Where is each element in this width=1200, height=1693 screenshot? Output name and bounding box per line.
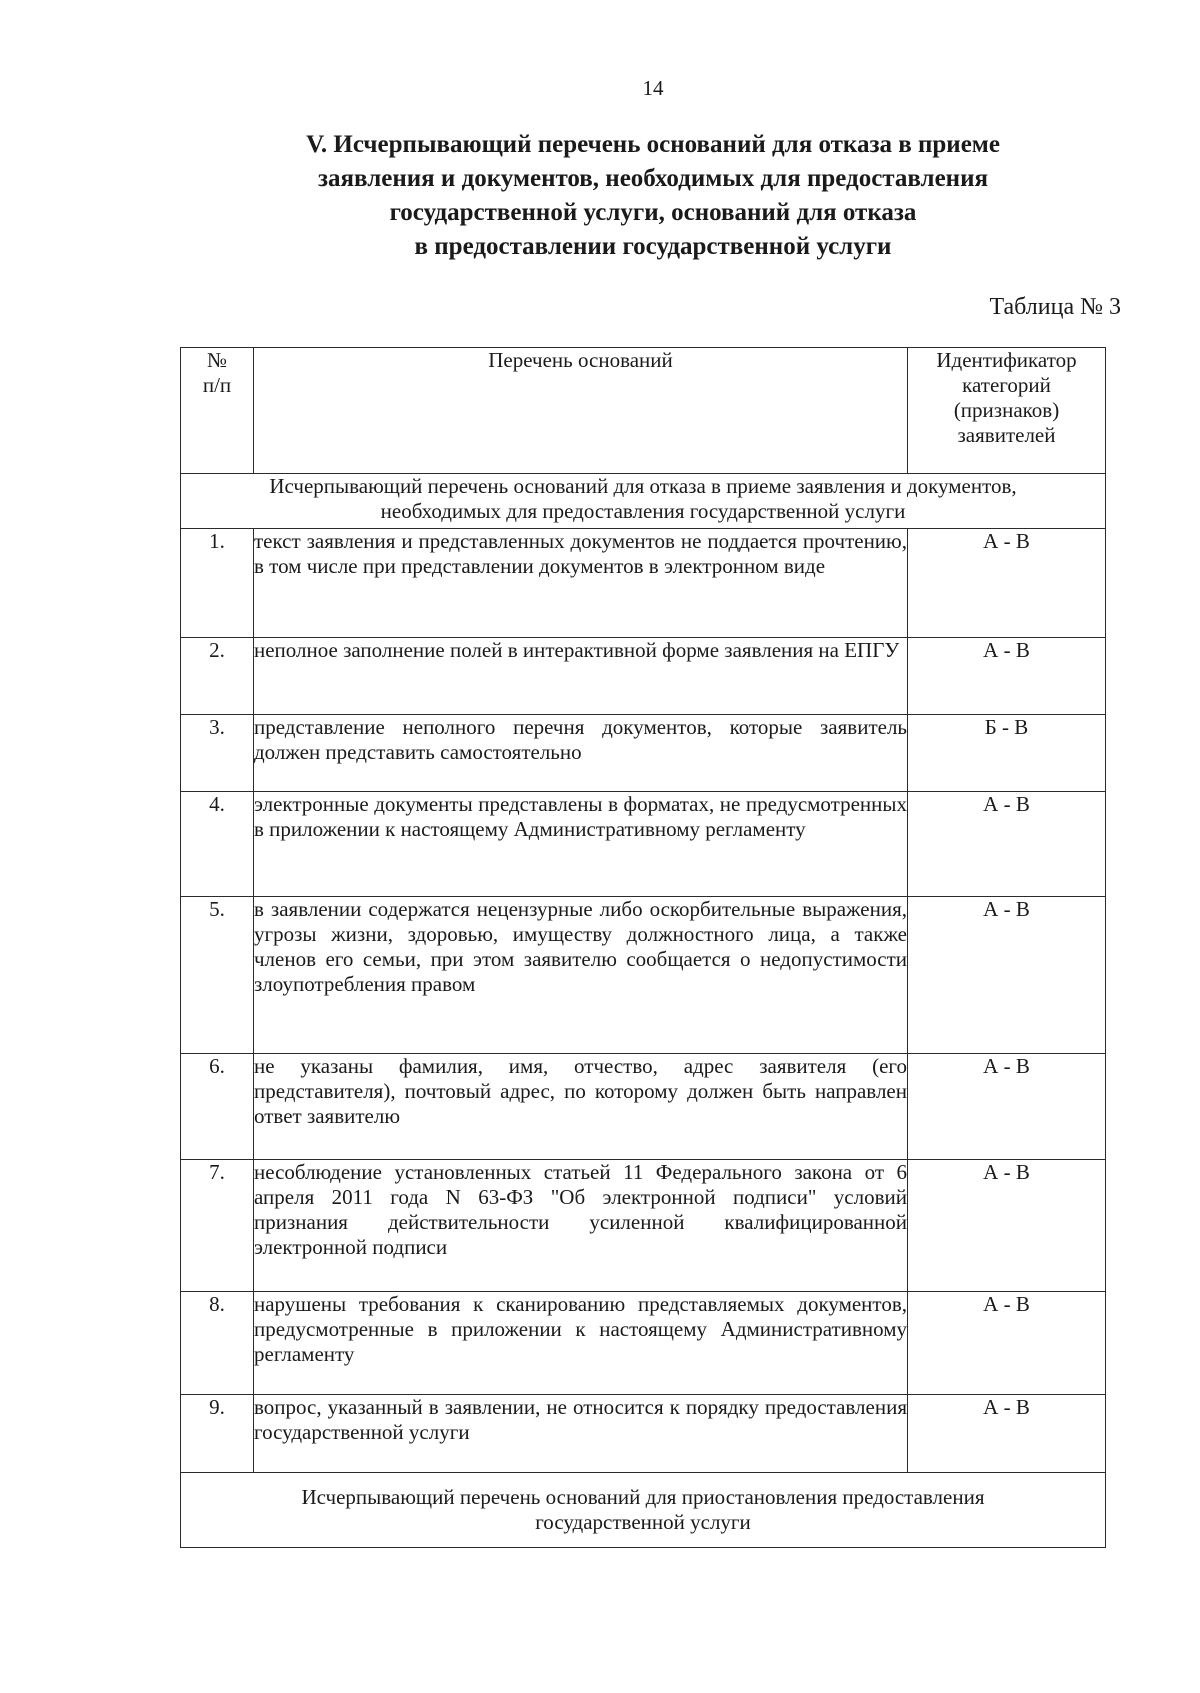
row-number: 2. (181, 638, 254, 715)
table-label: Таблица № 3 (989, 294, 1121, 320)
table-row (181, 1160, 1106, 1292)
page-number: 14 (642, 76, 664, 100)
heading-line: V. Исчерпывающий перечень оснований для отказа в приеме (306, 131, 1000, 158)
row-number: 4. (181, 792, 254, 897)
row-ground: несоблюдение установленных статьей 11 Федерального закона от 6 апреля 2011 года N 63-ФЗ "Об электронной подписи" условий признания действительности усиленной квалифицированной электронной подписи (254, 1160, 908, 1292)
table-row (181, 715, 1106, 792)
table-row (181, 529, 1106, 638)
row-ground: электронные документы представлены в форматах, не предусмотренных в приложении к настоящему Административному регламенту (254, 792, 908, 897)
header-number-line: № (206, 348, 228, 372)
row-number: 8. (181, 1292, 254, 1395)
section-line: Исчерпывающий перечень оснований для приостановления предоставления (301, 1485, 985, 1509)
heading-line: заявления и документов, необходимых для предоставления (317, 165, 989, 192)
row-category: А - В (908, 1395, 1106, 1473)
section-line: необходимых для предоставления государственной услуги (380, 499, 906, 523)
table-row (181, 897, 1106, 1054)
table-row (181, 1054, 1106, 1160)
table-row (181, 638, 1106, 715)
row-ground: неполное заполнение полей в интерактивной форме заявления на ЕПГУ (254, 638, 908, 715)
row-category: Б - В (908, 715, 1106, 792)
row-number: 1. (181, 529, 254, 638)
section-heading (200, 128, 1106, 264)
row-category: А - В (908, 638, 1106, 715)
row-category: А - В (908, 1054, 1106, 1160)
row-category: А - В (908, 1160, 1106, 1292)
section-row (181, 1473, 1106, 1548)
section-row (181, 474, 1106, 529)
header-identifier-line: категорий (962, 373, 1051, 397)
row-ground: нарушены требования к сканированию представляемых документов, предусмотренные в приложении к настоящему Административному регламенту (254, 1292, 908, 1395)
header-identifier (908, 348, 1106, 474)
table-row (181, 1292, 1106, 1395)
table-header-row (181, 348, 1106, 474)
header-identifier-line: Идентификатор (936, 348, 1077, 372)
header-identifier-line: заявителей (957, 423, 1056, 447)
row-category: А - В (908, 792, 1106, 897)
row-number: 5. (181, 897, 254, 1054)
table-row (181, 1395, 1106, 1473)
header-identifier-line: (признаков) (953, 398, 1060, 422)
header-list: Перечень оснований (254, 348, 908, 474)
table-row (181, 792, 1106, 897)
heading-line: в предоставлении государственной услуги (414, 233, 892, 260)
row-category: А - В (908, 529, 1106, 638)
grounds-table (180, 347, 1106, 1548)
row-number: 6. (181, 1054, 254, 1160)
header-number-line: п/п (202, 373, 232, 397)
row-category: А - В (908, 1292, 1106, 1395)
section-title-refusal (181, 474, 1106, 529)
row-ground: вопрос, указанный в заявлении, не относится к порядку предоставления государственной услуги (254, 1395, 908, 1473)
row-ground: текст заявления и представленных документов не поддается прочтению, в том числе при представлении документов в электронном виде (254, 529, 908, 638)
section-line: Исчерпывающий перечень оснований для отказа в приеме заявления и документов, (269, 474, 1017, 498)
row-number: 3. (181, 715, 254, 792)
row-ground: не указаны фамилия, имя, отчество, адрес заявителя (его представителя), почтовый адрес, по которому должен быть направлен ответ заявителю (254, 1054, 908, 1160)
section-title-suspension (181, 1473, 1106, 1548)
row-number: 7. (181, 1160, 254, 1292)
row-category: А - В (908, 897, 1106, 1054)
row-ground: представление неполного перечня документов, которые заявитель должен представить самостоятельно (254, 715, 908, 792)
row-ground: в заявлении содержатся нецензурные либо оскорбительные выражения, угрозы жизни, здоровью, имуществу должностного лица, а также членов его семьи, при этом заявителю сообщается о недопустимости злоупотребления правом (254, 897, 908, 1054)
row-number: 9. (181, 1395, 254, 1473)
heading-line: государственной услуги, оснований для отказа (389, 199, 917, 226)
header-number (181, 348, 254, 474)
section-line: государственной услуги (535, 1510, 751, 1534)
